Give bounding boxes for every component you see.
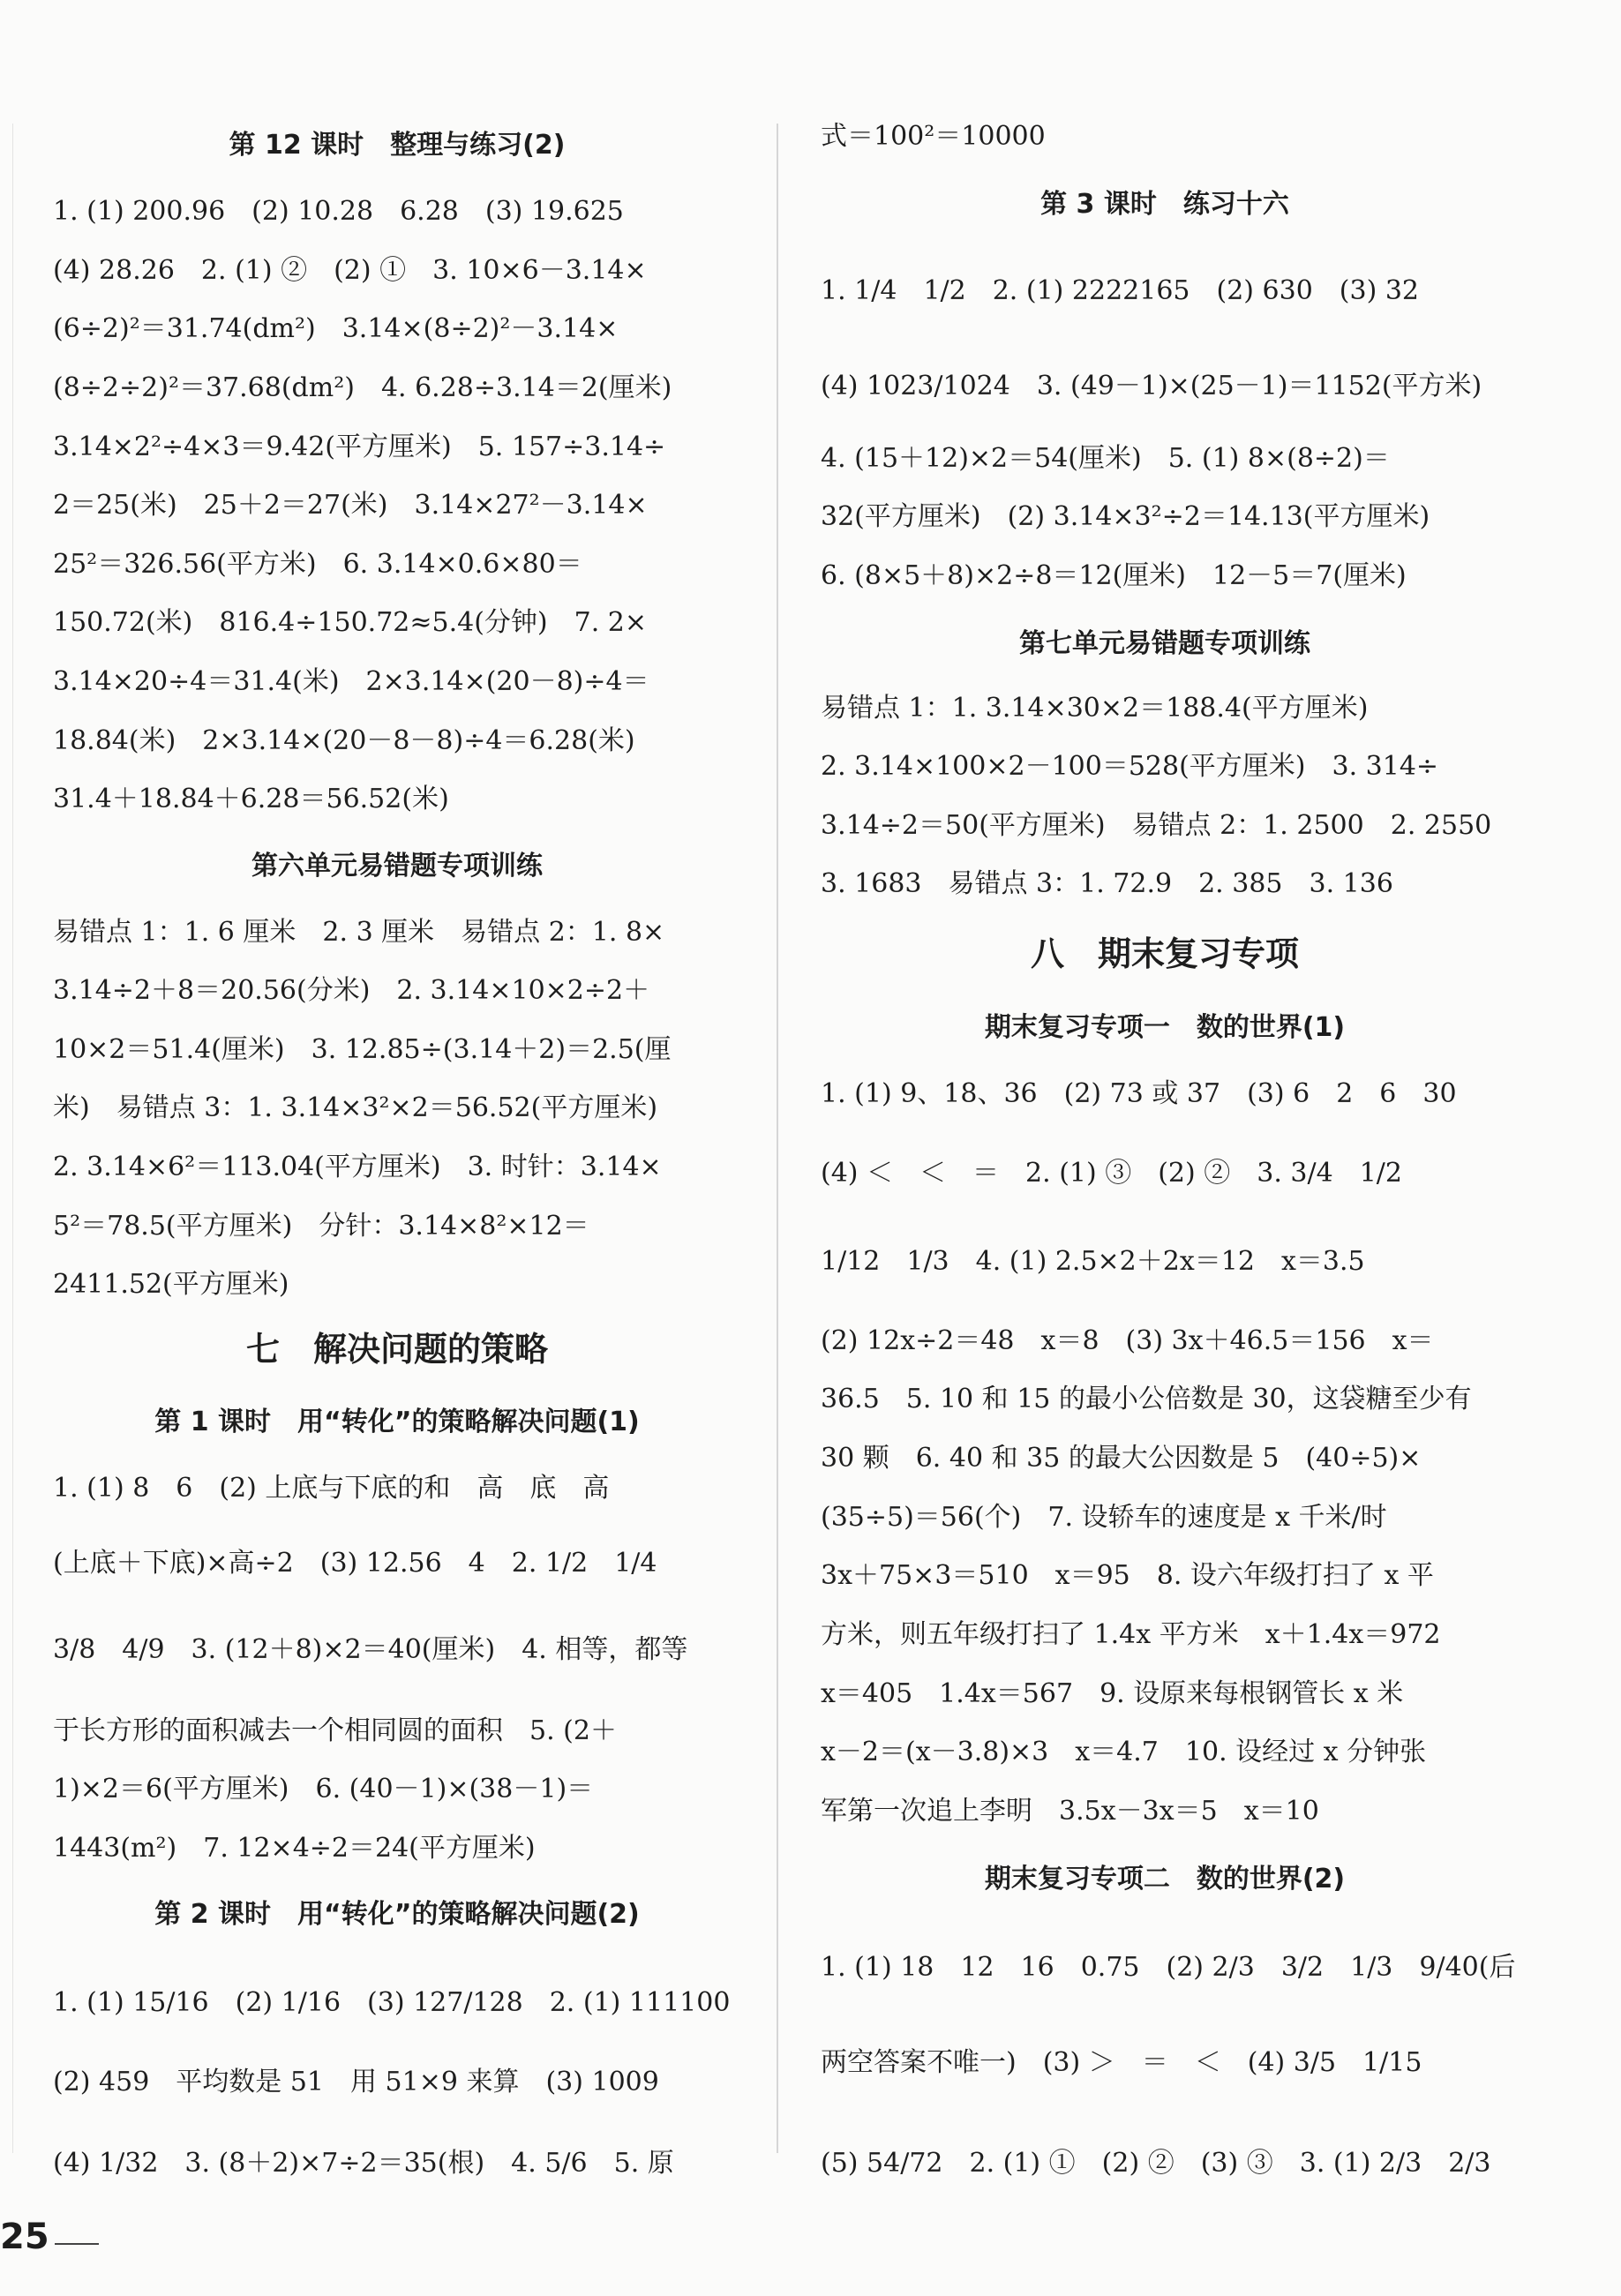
section-heading: 第六单元易错题专项训练 <box>251 851 543 882</box>
answer-line: 25²＝326.56(平方米) 6. 3.14×0.6×80＝ <box>53 549 582 580</box>
answer-line: 军第一次追上李明 3.5x－3x＝5 x＝10 <box>821 1796 1319 1827</box>
section-heading: 期末复习专项一 数的世界(1) <box>984 1012 1346 1043</box>
answer-line: (4) 28.26 2. (1) ② (2) ① 3. 10×6－3.14× <box>53 255 647 286</box>
answer-line: (4) ＜ ＜ ＝ 2. (1) ③ (2) ② 3. 3/4 1/2 <box>821 1158 1402 1189</box>
answer-line: 32(平方厘米) (2) 3.14×3²÷2＝14.13(平方厘米) <box>821 501 1430 532</box>
answer-line: 10×2＝51.4(厘米) 3. 12.85÷(3.14＋2)＝2.5(厘 <box>53 1034 672 1065</box>
answer-line: 1)×2＝6(平方厘米) 6. (40－1)×(38－1)＝ <box>53 1774 594 1805</box>
answer-line: 式＝100²＝10000 <box>821 121 1046 152</box>
section-heading: 第 2 课时 用“转化”的策略解决问题(2) <box>154 1899 640 1930</box>
answer-line: 1. (1) 18 12 16 0.75 (2) 2/3 3/2 1/3 9/40(后 <box>821 1952 1516 1983</box>
answer-line: 3x＋75×3＝510 x＝95 8. 设六年级打扫了 x 平 <box>821 1560 1434 1591</box>
answer-line: (6÷2)²＝31.74(dm²) 3.14×(8÷2)²－3.14× <box>53 313 619 344</box>
answer-line: 5²＝78.5(平方厘米) 分针：3.14×8²×12＝ <box>53 1211 589 1242</box>
answer-line: (2) 12x÷2＝48 x＝8 (3) 3x＋46.5＝156 x＝ <box>821 1325 1434 1356</box>
answer-line: (8÷2÷2)²＝37.68(dm²) 4. 6.28÷3.14＝2(厘米) <box>53 372 672 403</box>
answer-line: 150.72(米) 816.4÷150.72≈5.4(分钟) 7. 2× <box>53 607 648 638</box>
answer-line: 1. (1) 8 6 (2) 上底与下底的和 高 底 高 <box>53 1473 610 1504</box>
chapter-heading: 七 解决问题的策略 <box>245 1330 548 1369</box>
answer-line: 两空答案不唯一) (3) ＞ ＝ ＜ (4) 3/5 1/15 <box>821 2047 1422 2078</box>
answer-line: 于长方形的面积减去一个相同圆的面积 5. (2＋ <box>53 1715 617 1746</box>
answer-line: 3.14÷2＝50(平方厘米) 易错点 2：1. 2500 2. 2550 <box>821 810 1492 841</box>
answer-line: (4) 1/32 3. (8＋2)×7÷2＝35(根) 4. 5/6 5. 原 <box>53 2148 674 2179</box>
answer-line: 1443(m²) 7. 12×4÷2＝24(平方厘米) <box>53 1833 536 1864</box>
answer-line: 1. (1) 200.96 (2) 10.28 6.28 (3) 19.625 <box>53 196 624 227</box>
answer-line: 31.4＋18.84＋6.28＝56.52(米) <box>53 784 449 814</box>
chapter-heading: 八 期末复习专项 <box>1030 934 1299 973</box>
answer-line: x－2＝(x－3.8)×3 x＝4.7 10. 设经过 x 分钟张 <box>821 1737 1427 1767</box>
answer-line: 1/12 1/3 4. (1) 2.5×2＋2x＝12 x＝3.5 <box>821 1246 1365 1277</box>
answer-line: 3.14×2²÷4×3＝9.42(平方厘米) 5. 157÷3.14÷ <box>53 431 666 462</box>
answer-line: 18.84(米) 2×3.14×(20－8－8)÷4＝6.28(米) <box>53 725 635 756</box>
answer-line: x＝405 1.4x＝567 9. 设原来每根钢管长 x 米 <box>821 1678 1404 1709</box>
answer-line: 4. (15＋12)×2＝54(厘米) 5. (1) 8×(8÷2)＝ <box>821 443 1390 474</box>
answer-line: 易错点 1：1. 6 厘米 2. 3 厘米 易错点 2：1. 8× <box>53 917 665 948</box>
answer-line: 2. 3.14×6²＝113.04(平方厘米) 3. 时针：3.14× <box>53 1152 662 1182</box>
answer-line: 3.14÷2＋8＝20.56(分米) 2. 3.14×10×2÷2＋ <box>53 975 650 1006</box>
answer-line: 3. 1683 易错点 3：1. 72.9 2. 385 3. 136 <box>821 868 1393 899</box>
section-heading: 期末复习专项二 数的世界(2) <box>984 1864 1346 1895</box>
answer-line: 30 颗 6. 40 和 35 的最大公因数是 5 (40÷5)× <box>821 1443 1422 1474</box>
answer-line: 1. (1) 15/16 (2) 1/16 (3) 127/128 2. (1) 111100 <box>53 1987 731 2018</box>
answer-line: (5) 54/72 2. (1) ① (2) ② (3) ③ 3. (1) 2/3 2/3 <box>821 2148 1491 2179</box>
page-edge-line <box>12 124 13 2153</box>
answer-line: 2411.52(平方厘米) <box>53 1269 289 1300</box>
answer-line: 2＝25(米) 25＋2＝27(米) 3.14×27²－3.14× <box>53 490 648 521</box>
answer-line: (35÷5)＝56(个) 7. 设轿车的速度是 x 千米/时 <box>821 1502 1387 1533</box>
answer-line: 3/8 4/9 3. (12＋8)×2＝40(厘米) 4. 相等，都等 <box>53 1634 688 1665</box>
answer-line: (4) 1023/1024 3. (49－1)×(25－1)＝1152(平方米) <box>821 371 1482 401</box>
answer-line: 方米，则五年级打扫了 1.4x 平方米 x＋1.4x＝972 <box>821 1619 1441 1650</box>
answer-line: 易错点 1：1. 3.14×30×2＝188.4(平方厘米) <box>821 693 1369 724</box>
answer-line: 米) 易错点 3：1. 3.14×3²×2＝56.52(平方厘米) <box>53 1092 658 1123</box>
answer-line: 1. (1) 9、18、36 (2) 73 或 37 (3) 6 2 6 30 <box>821 1078 1457 1109</box>
section-heading: 第 3 课时 练习十六 <box>1040 189 1289 220</box>
answer-line: (上底＋下底)×高÷2 (3) 12.56 4 2. 1/2 1/4 <box>53 1548 657 1579</box>
column-divider <box>777 124 778 2153</box>
page-number: 25 <box>0 2217 49 2257</box>
page-number-dash <box>55 2243 99 2245</box>
answer-line: 1. 1/4 1/2 2. (1) 2222165 (2) 630 (3) 32 <box>821 275 1420 306</box>
section-heading: 第七单元易错题专项训练 <box>1019 628 1310 659</box>
answer-line: (2) 459 平均数是 51 用 51×9 来算 (3) 1009 <box>53 2067 659 2097</box>
answer-line: 2. 3.14×100×2－100＝528(平方厘米) 3. 314÷ <box>821 751 1439 782</box>
section-heading: 第 12 课时 整理与练习(2) <box>229 130 566 161</box>
answer-line: 3.14×20÷4＝31.4(米) 2×3.14×(20－8)÷4＝ <box>53 666 649 697</box>
answer-line: 36.5 5. 10 和 15 的最小公倍数是 30，这袋糖至少有 <box>821 1384 1472 1414</box>
section-heading: 第 1 课时 用“转化”的策略解决问题(1) <box>154 1407 640 1437</box>
answer-line: 6. (8×5＋8)×2÷8＝12(厘米) 12－5＝7(厘米) <box>821 560 1407 591</box>
